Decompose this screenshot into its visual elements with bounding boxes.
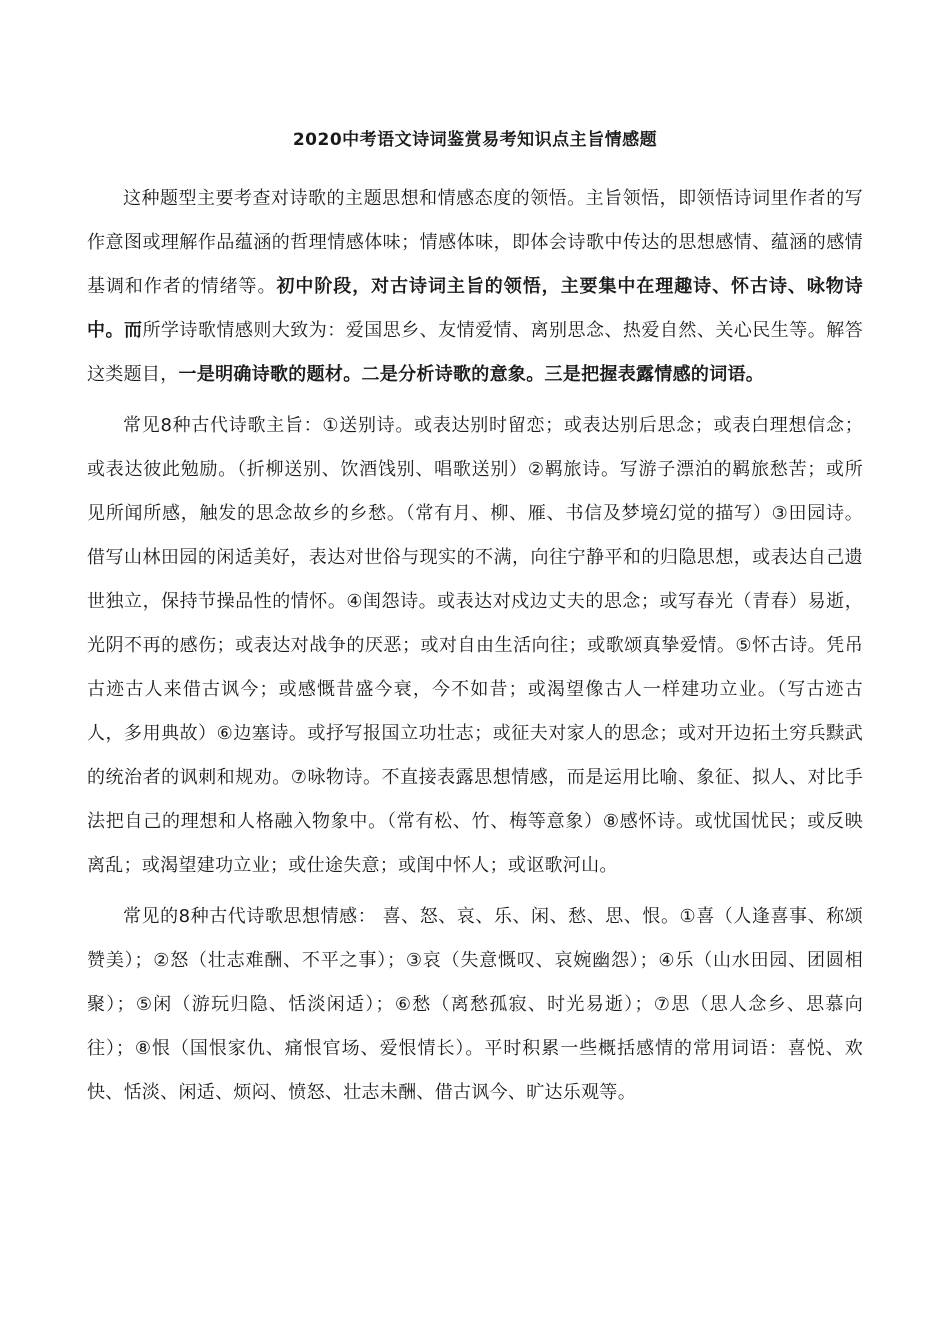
intro-text-1: 这种题型主要考查对诗歌的主题思想和情感态度的领悟。主旨领悟，即领悟诗词里作者的写作意图或理解作品蕴涵的哲理情感体味；情感体味，即体会诗歌中传达的思想感情、蕴涵的感情基调和作者的情绪等。 xyxy=(87,188,863,297)
intro-bold-1: 初中阶段，对古诗词主旨的领悟，主要集中在理趣诗、怀古诗、咏物诗中。而 xyxy=(87,276,864,341)
intro-text-2: 所学诗歌情感则大致为：爱国思乡、友情爱情、离别思念、热爱自然、关心民生等。解答这类题目， xyxy=(87,320,863,385)
paragraph-themes: 常见8种古代诗歌主旨：①送别诗。或表达别时留恋；或表达别后思念；或表白理想信念；或表达彼此勉励。（折柳送别、饮酒饯别、唱歌送别）②羁旅诗。写游子漂泊的羁旅愁苦；或所见所闻所感，触发的思念故乡的乡愁。（常有月、柳、雁、书信及梦境幻觉的描写）③田园诗。借写山林田园的闲适美好，表达对世俗与现实的不满，向往宁静平和的归隐思想，或表达自己遗世独立，保持节操品性的情怀。④闺怨诗。或表达对戍边丈夫的思念；或写春光（青春）易逝，光阴不再的感伤；或表达对战争的厌恶；或对自由生活向往；或歌颂真挚爱情。⑤怀古诗。凭吊古迹古人来借古讽今；或感慨昔盛今衰，今不如昔；或渴望像古人一样建功立业。（写古迹古人，多用典故）⑥边塞诗。或抒写报国立功壮志；或征夫对家人的思念；或对开边拓土穷兵黩武的统治者的讽刺和规劝。⑦咏物诗。不直接表露思想情感，而是运用比喻、象征、拟人、对比手法把自己的理想和人格融入物象中。（常有松、竹、梅等意象）⑧感怀诗。或忧国忧民；或反映离乱；或渴望建功立业；或仕途失意；或闺中怀人；或讴歌河山。 xyxy=(87,415,863,876)
paragraph-intro xyxy=(87,177,863,397)
document-page xyxy=(87,125,863,1115)
document-title: 2020中考语文诗词鉴赏易考知识点主旨情感题 xyxy=(292,130,658,150)
intro-bold-2: 一是明确诗歌的题材。二是分析诗歌的意象。三是把握表露情感的词语。 xyxy=(178,364,765,385)
paragraph-emotions: 常见的8种古代诗歌思想情感： 喜、怒、哀、乐、闲、愁、思、恨。①喜（人逢喜事、称颂赞美）；②怒（壮志难酬、不平之事）；③哀（失意慨叹、哀婉幽怨）；④乐（山水田园、团圆相聚）；⑤闲（游玩归隐、恬淡闲适）；⑥愁（离愁孤寂、时光易逝）；⑦思（思人念乡、思慕向往）；⑧恨（国恨家仇、痛恨官场、爱恨情长）。平时积累一些概括感情的常用词语：喜悦、欢快、恬淡、闲适、烦闷、愤怒、壮志未酬、借古讽今、旷达乐观等。 xyxy=(87,906,863,1103)
